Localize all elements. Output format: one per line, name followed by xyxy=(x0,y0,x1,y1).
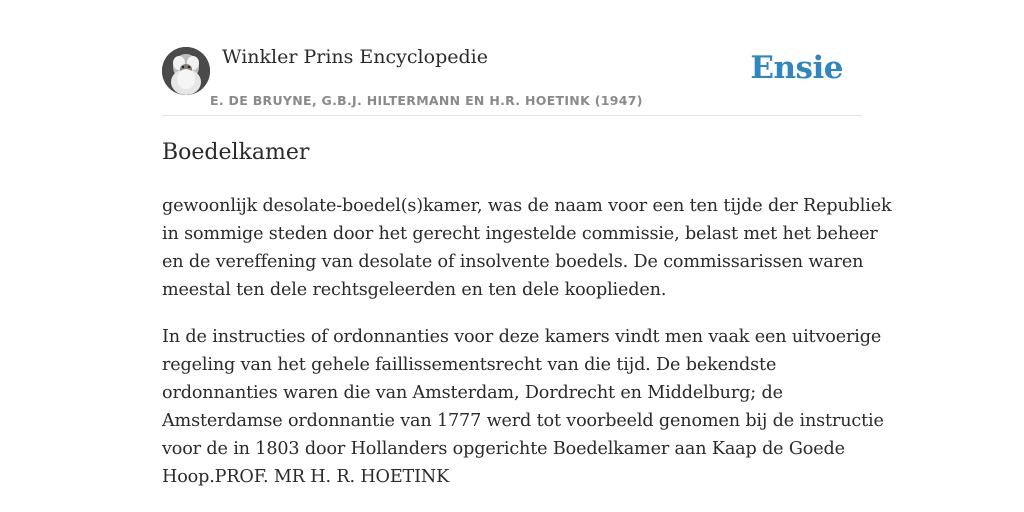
paragraph-line: ordonnanties waren die van Amsterdam, Dordrecht en Middelburg; de xyxy=(162,383,783,403)
article-paragraph xyxy=(162,323,884,491)
paragraph-line: Amsterdamse ordonnantie van 1777 werd tot voorbeeld genomen bij de instructie xyxy=(162,411,884,431)
site-header xyxy=(162,0,862,116)
article-title: Boedelkamer xyxy=(162,140,310,165)
paragraph-line: Hoop.PROF. MR H. R. HOETINK xyxy=(162,467,450,487)
site-title[interactable]: Winkler Prins Encyclopedie xyxy=(222,46,488,68)
portrait-avatar-icon[interactable] xyxy=(162,47,210,95)
page-container xyxy=(162,0,892,487)
paragraph-line: voor de in 1803 door Hollanders opgerichte Boedelkamer aan Kaap de Goede xyxy=(162,439,845,459)
ensie-logo[interactable]: Ensie xyxy=(750,50,843,86)
authors-line: E. DE BRUYNE, G.B.J. HILTERMANN EN H.R. HOETINK (1947) xyxy=(210,93,643,108)
paragraph-line: regeling van het gehele faillissementsrecht van die tijd. De bekendste xyxy=(162,355,777,375)
paragraph-line: in sommige steden door het gerecht ingestelde commissie, belast met het beheer xyxy=(162,224,878,244)
article-paragraph xyxy=(162,192,892,304)
paragraph-line: gewoonlijk desolate-boedel(s)kamer, was de naam voor een ten tijde der Republiek xyxy=(162,196,892,216)
paragraph-line: In de instructies of ordonnanties voor deze kamers vindt men vaak een uitvoerige xyxy=(162,327,882,347)
paragraph-line: meestal ten dele rechtsgeleerden en ten dele kooplieden. xyxy=(162,280,667,300)
paragraph-line: en de vereffening van desolate of insolvente boedels. De commissarissen waren xyxy=(162,252,864,272)
